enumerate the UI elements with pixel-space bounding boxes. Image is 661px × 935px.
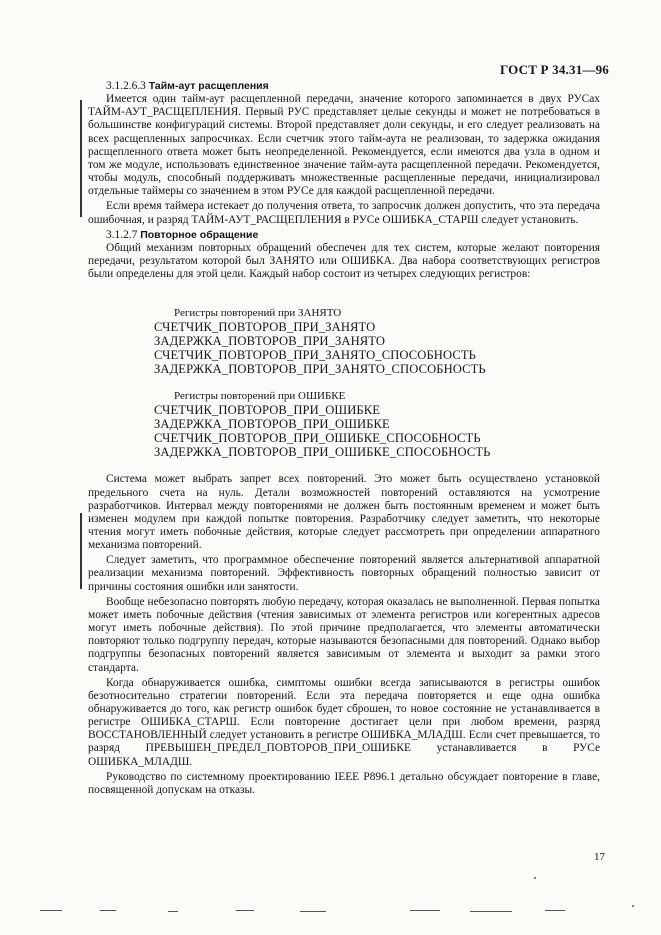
register-item: СЧЕТЧИК_ПОВТОРОВ_ПРИ_ОШИБКЕ_СПОСОБНОСТЬ bbox=[154, 431, 481, 446]
register-list-title: Регистры повторений при ЗАНЯТО bbox=[174, 307, 342, 320]
paragraph: Общий механизм повторных обращений обеспечен для тех систем, которые желают повторения передачи, результатом которой был ЗАНЯТО или ОШИБКА. Два набора соответствующих регистров были определены для этой цели. Каждый набор состоит из четырех следующих регистров: bbox=[88, 241, 600, 281]
scan-artifact bbox=[410, 910, 440, 911]
register-item: СЧЕТЧИК_ПОВТОРОВ_ПРИ_ЗАНЯТО_СПОСОБНОСТЬ bbox=[154, 348, 476, 363]
scan-artifact bbox=[100, 910, 116, 911]
register-item: ЗАДЕРЖКА_ПОВТОРОВ_ПРИ_ЗАНЯТО_СПОСОБНОСТЬ bbox=[154, 362, 486, 377]
section-heading bbox=[88, 80, 600, 93]
section-number: 3.1.2.6.3 bbox=[106, 80, 146, 92]
register-item: ЗАДЕРЖКА_ПОВТОРОВ_ПРИ_ОШИБКЕ_СПОСОБНОСТЬ bbox=[154, 445, 491, 460]
paragraph: Когда обнаруживается ошибка, симптомы ошибки всегда записываются в регистры ошибок безотносительно стратегии повторений. Если эта передача повторяется и еще одна ошибка обнаруживается до того, как регистр ошибок будет сброшен, то новое состояние не устанавливается в регистре ОШИБКА_СТАРШ. Если повторение достигает цели при любом времени, разряд ВОССТАНОВЛЕННЫЙ следует установить в регистре ОШИБКА_МЛАДШ. Если счет превышается, то разряд ПРЕВЫШЕН_ПРЕДЕЛ_ПОВТОРОВ_ПРИ_ОШИБКЕ устанавливается в РУСе ОШИБКА_МЛАДШ. bbox=[88, 676, 600, 768]
register-item: СЧЕТЧИК_ПОВТОРОВ_ПРИ_ЗАНЯТО bbox=[154, 320, 376, 335]
register-item: СЧЕТЧИК_ПОВТОРОВ_ПРИ_ОШИБКЕ bbox=[154, 403, 381, 418]
register-list-title: Регистры повторений при ОШИБКЕ bbox=[174, 390, 346, 403]
section-title: Повторное обращение bbox=[140, 228, 259, 241]
paragraph: Если время таймера истекает до получения ответа, то запросчик должен допустить, что эта передача ошибочная, и разряд ТАЙМ-АУТ_РАСЩЕПЛЕНИЯ в РУСе ОШИБКА_СТАРШ следует установить. bbox=[88, 200, 600, 226]
scan-artifact bbox=[40, 910, 62, 911]
paragraph: Имеется один тайм-аут расщепленной передачи, значение которого запоминается в двух РУСах ТАЙМ-АУТ_РАСЩЕПЛЕНИЯ. Первый РУС представляет целые секунды и может не потребоваться в большинстве конфигураций системы. Второй представляет доли секунды, и его следует реализовать на всех расщепленных запросчиках. Если счетчик этого тайм-аута не реализован, то задержка ожидания расщепленного ответа может быть неопределенной. Рекомендуется, если имеются два узла в одном и том же модуле, использовать единственное значение тайм-аута расщепленной передачи. Рекомендуется, чтобы модуль, способный поддерживать множественные расщепленные передачи, инициализировал отдельные таймеры со значением в этом РУСе для каждой расщепленной передачи. bbox=[88, 93, 600, 198]
scan-artifact bbox=[470, 911, 512, 912]
revision-bar bbox=[80, 100, 82, 217]
scan-artifact bbox=[300, 911, 326, 912]
scan-artifact bbox=[236, 910, 254, 911]
paragraph: Вообще небезопасно повторять любую передачу, которая оказалась не выполненной. Первая попытка может иметь побочные действия (чтения зависимых от элемента регистров или когерентных адресов могут иметь побочные действия). По этой причине предполагается, что элементы автоматически повторяют только подгруппу передач, которые называются безопасными для повторений. Однако выбор подгруппы безопасных повторений является зависимым от элемента и выходит за рамки этого стандарта. bbox=[88, 595, 600, 674]
paragraph: Руководство по системному проектированию IEEE P896.1 детально обсуждает повторение в главе, посвященной допускам на отказы. bbox=[88, 770, 600, 796]
paragraph: Система может выбрать запрет всех повторений. Это может быть осуществлено установкой предельного счета на нуль. Детали возможностей повторений оставляются на усмотрение разработчиков. Интервал между повторениями не должен быть постоянным временем и может быть изменен модулем при каждой попытке повторения. Разработчику следует заметить, что некоторые чтения могут иметь побочные действия, которые следует рассмотреть при определении аппаратного механизма повторений. bbox=[88, 473, 600, 552]
document-body bbox=[88, 80, 600, 797]
standard-header: ГОСТ Р 34.31—96 bbox=[500, 62, 609, 77]
scan-artifact bbox=[534, 877, 536, 879]
register-item: ЗАДЕРЖКА_ПОВТОРОВ_ПРИ_ЗАНЯТО bbox=[154, 334, 386, 349]
scan-artifact bbox=[545, 910, 565, 911]
scan-artifact bbox=[168, 911, 178, 912]
register-list-busy bbox=[154, 307, 600, 376]
section-number: 3.1.2.7 bbox=[106, 228, 138, 241]
register-item: ЗАДЕРЖКА_ПОВТОРОВ_ПРИ_ОШИБКЕ bbox=[154, 417, 390, 432]
section-heading bbox=[88, 229, 600, 242]
scan-artifact bbox=[632, 905, 634, 907]
revision-bar bbox=[80, 513, 82, 589]
register-list-error bbox=[154, 390, 600, 459]
paragraph: Следует заметить, что программное обеспечение повторений является альтернативой аппаратной реализации механизма повторений. Эффективность повторных обращений полностью зависит от причины состояния ошибки или занятости. bbox=[88, 554, 600, 593]
page-number: 17 bbox=[594, 851, 605, 863]
section-title: Тайм-аут расщепления bbox=[148, 80, 269, 92]
